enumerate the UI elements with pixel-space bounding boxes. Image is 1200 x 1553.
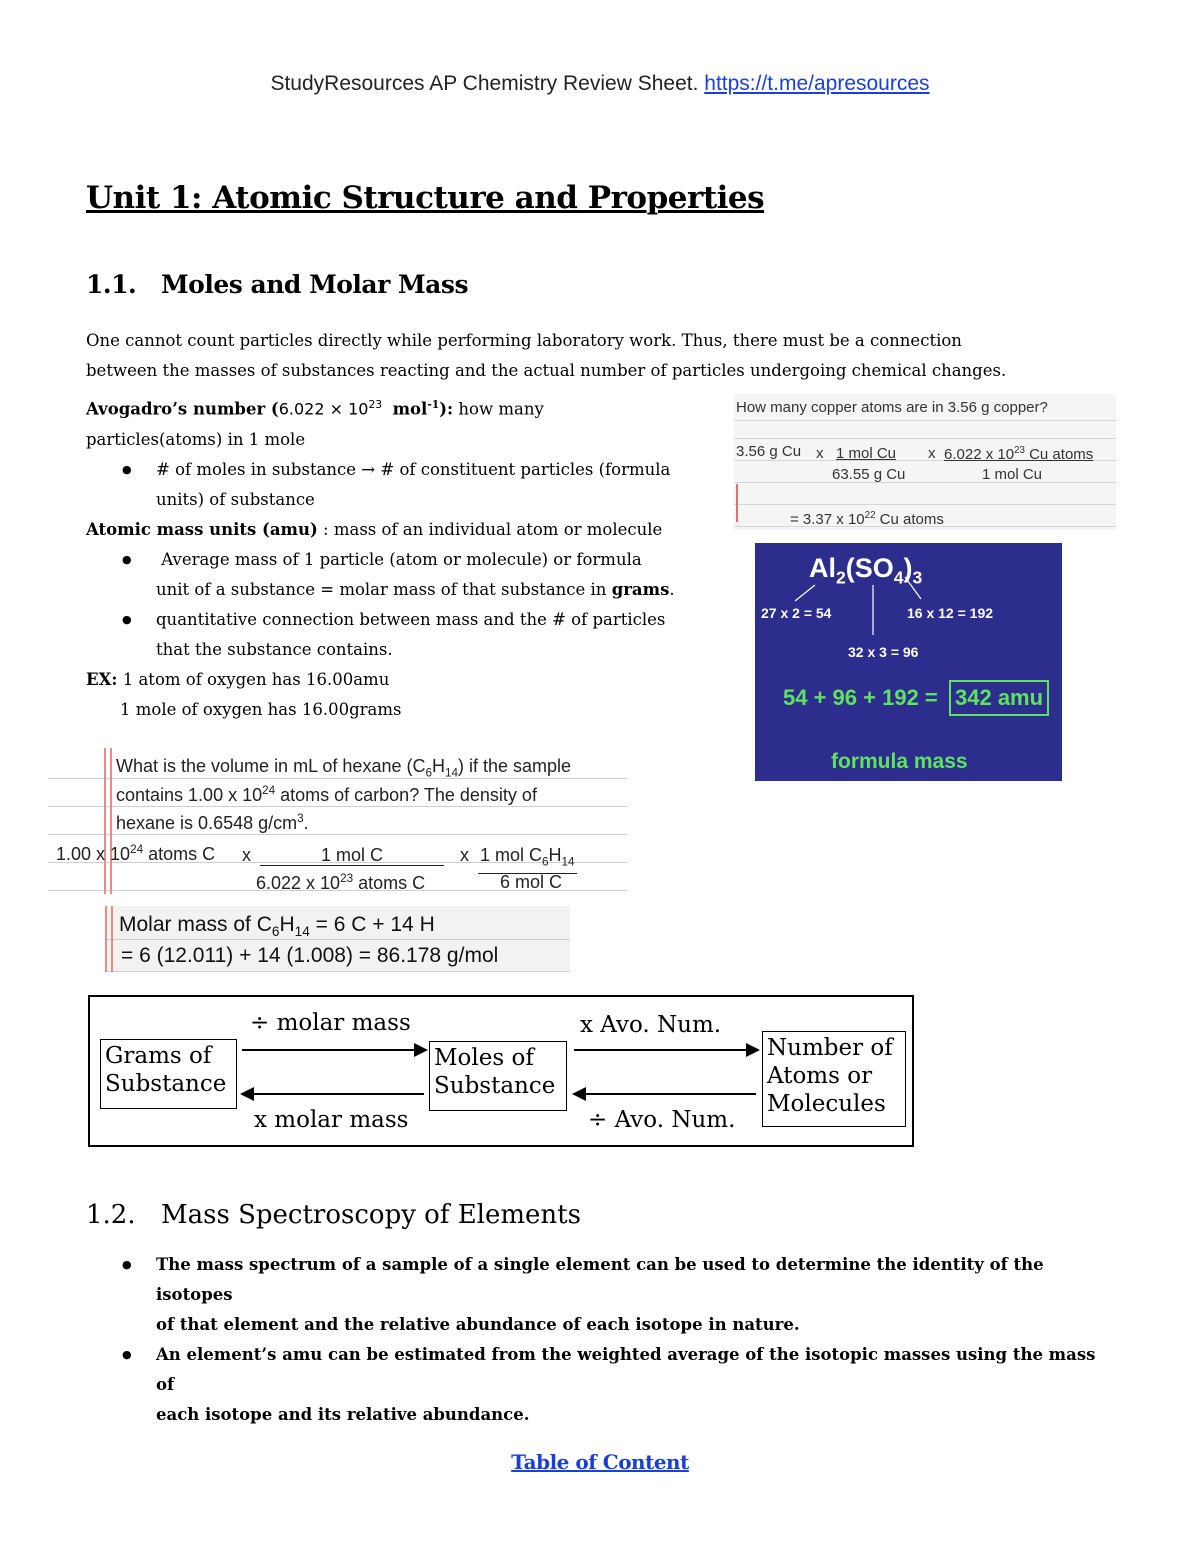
mass-spectroscopy-bullets — [86, 1250, 1116, 1430]
hexane-volume-example: What is the volume in mL of hexane $(C_6H_{14})$ if the sample contains 1.00 x $10^{24}$ atoms of carbon? The density of hexane is 0.6548 $g/cm^3$. 1.00 x $10^{24}$ atoms C x 1 mol C 6.022 x $10^{23}$ atoms C x 1 mol $C_6H_{14}$ 6 mol C — [48, 748, 628, 894]
list-item: ● The mass spectrum of a sample of a single element can be used to determine the identity of the isotopes of that element and the relative abundance of each isotope in nature. — [156, 1250, 1116, 1340]
section-1-2-heading — [86, 1200, 581, 1230]
arrow-right-icon — [574, 1049, 758, 1051]
mole-conversion-diagram: Grams of Substance Moles of Substance Number of Atoms or Molecules ÷ molar mass x molar mass x Avo. Num. ÷ Avo. Num. — [88, 995, 914, 1147]
table-of-content-link[interactable]: Table of Content — [511, 1450, 689, 1474]
moles-box: Moles of Substance — [429, 1041, 567, 1111]
avogadro-definition: Avogadro’s number ($6.022 \times 10^{23}$ mol$^{-1}$): how many — [86, 398, 544, 419]
example-line-1: EX: 1 atom of oxygen has 16.00amu — [86, 669, 390, 689]
copper-atoms-example: How many copper atoms are in 3.56 g copper? 3.56 g Cu x 1 mol Cu 63.55 g Cu x 6.022 x $10^{23}$ Cu atoms 1 mol Cu = 3.37 x $10^{22}$ Cu atoms — [734, 394, 1116, 530]
particles-box: Number of Atoms or Molecules — [762, 1031, 906, 1127]
list-item: ● An element’s amu can be estimated from the weighted average of the isotopic masses using the mass of each isotope and its relative abundance. — [156, 1340, 1116, 1430]
section-number: 1.1. — [86, 270, 137, 299]
list-item: ● Average mass of 1 particle (atom or molecule) or formula unit of a substance = molar mass of that substance in grams. — [156, 545, 726, 605]
header-link[interactable]: https://t.me/apresources — [704, 72, 930, 95]
section-1-1-heading — [86, 270, 468, 299]
arrow-left-icon — [574, 1093, 756, 1095]
amu-definition: Atomic mass units (amu) : mass of an individual atom or molecule — [86, 519, 663, 539]
total-amu-box: 342 amu — [949, 680, 1049, 716]
section-title: Mass Spectroscopy of Elements — [161, 1200, 581, 1230]
left-column: Avogadro’s number ($6.022 \times 10^{23}$ mol$^{-1}$): how many particles(atoms) in 1 mole ● # of moles in substance → # of constituent particles (formula units) of substance Atomic mass units (amu) : mass of an individual atom or molecule ● Average mass of 1 particle (atom or molecule) or formula unit of a substance = molar mass of that substance in grams. ● quantitative connection between mass and the # of particles that the substance contains. EX: 1 atom of oxygen has 16.00amu 1 mole of oxygen has 16.00grams — [86, 390, 726, 725]
header-text: StudyResources AP Chemistry Review Sheet. — [270, 72, 699, 95]
grams-box: Grams of Substance — [100, 1039, 237, 1109]
page-header — [0, 72, 1200, 96]
list-item: ● quantitative connection between mass and the # of particles that the substance contains. — [156, 605, 726, 665]
hexane-molar-mass: Molar mass of $C_6H_{14} = 6$ C + 14 H = 6 (12.011) + 14 (1.008) = 86.178 g/mol — [105, 906, 570, 972]
unit-title: Unit 1: Atomic Structure and Properties — [86, 180, 765, 216]
amu-bullets — [86, 545, 726, 665]
formula-mass-lines — [755, 543, 1062, 781]
arrow-right-icon — [242, 1049, 426, 1051]
intro-paragraph: One cannot count particles directly while performing laboratory work. Thus, there must be a connection between the masses of substances reacting and the actual number of particles undergoing chemical changes. — [86, 331, 1007, 380]
avogadro-bullets — [86, 455, 726, 515]
section-number: 1.2. — [86, 1200, 136, 1230]
example-line-2: 1 mole of oxygen has 16.00grams — [120, 699, 402, 719]
list-item: ● # of moles in substance → # of constituent particles (formula units) of substance — [156, 455, 726, 515]
section-title: Moles and Molar Mass — [161, 270, 469, 299]
formula-mass-example: $Al_2(SO_4)_3$ 27 x 2 = 54 16 x 12 = 192 32 x 3 = 96 54 + 96 + 192 = 342 amu formula mass — [755, 543, 1062, 781]
arrow-left-icon — [242, 1093, 424, 1095]
